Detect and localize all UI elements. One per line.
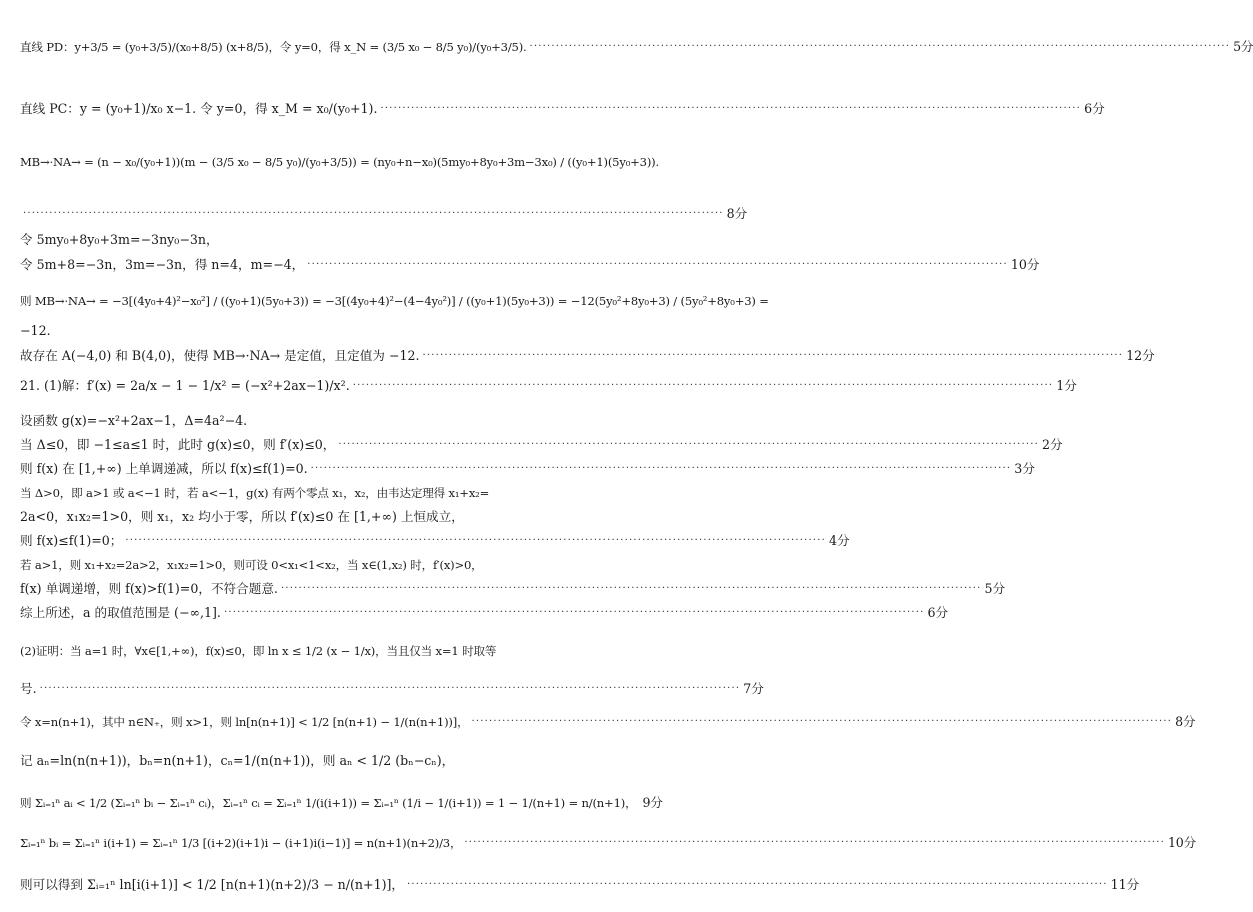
line-text: 当 Δ>0，即 a>1 或 a<−1 时，若 a<−1，g(x) 有两个零点 x₁，x₂，由韦达定理得 x₁+x₂= bbox=[20, 486, 490, 500]
score-label: 2分 bbox=[1041, 437, 1063, 452]
line-text: 故存在 A(−4,0) 和 B(4,0)，使得 MB→·NA→ 是定值，且定值为 −12. bbox=[20, 348, 420, 363]
leader-dots bbox=[407, 876, 1108, 894]
leader-dots bbox=[338, 436, 1039, 454]
score-label: 6分 bbox=[927, 605, 949, 620]
score-label: 3分 bbox=[1014, 461, 1035, 476]
score-label: 12分 bbox=[1126, 348, 1155, 363]
solution-line bbox=[20, 834, 1197, 852]
line-text: MB→·NA→ = (n − x₀/(y₀+1))(m − (3/5 x₀ − 8/5 y₀)/(y₀+3/5)) = (ny₀+n−x₀)(5my₀+8y₀+3m−3x₀) / ((y₀+1)(5y₀+3)). bbox=[20, 155, 659, 169]
line-text: 记 aₙ=ln(n(n+1))，bₙ=n(n+1)，cₙ=1/(n(n+1))，则 aₙ < 1/2 (bₙ−cₙ)， bbox=[20, 753, 455, 768]
score-label: 6分 bbox=[1084, 101, 1105, 116]
score-label: 8分 bbox=[726, 206, 748, 221]
score-label: 11分 bbox=[1110, 877, 1140, 892]
solution-line bbox=[20, 680, 764, 698]
line-text: 号. bbox=[20, 681, 37, 696]
line-text: 则可以得到 Σᵢ₌₁ⁿ ln[i(i+1)] < 1/2 [n(n+1)(n+2)/3 − n/(n+1)]， bbox=[20, 877, 405, 892]
solution-line bbox=[20, 205, 748, 223]
leader-dots bbox=[40, 680, 741, 698]
score-label: 9分 bbox=[642, 795, 663, 810]
solution-line bbox=[20, 642, 623, 660]
line-text: Σᵢ₌₁ⁿ bᵢ = Σᵢ₌₁ⁿ i(i+1) = Σᵢ₌₁ⁿ 1/3 [(i+2)(i+1)i − (i+1)i(i−1)] = n(n+1)(n+2)/3， bbox=[20, 836, 462, 850]
line-text: 设函数 g(x)=−x²+2ax−1，Δ=4a²−4. bbox=[20, 413, 248, 428]
solution-line bbox=[20, 231, 623, 249]
line-text: 则 f(x) 在 [1,+∞) 上单调递减，所以 f(x)≤f(1)=0. bbox=[20, 461, 308, 476]
leader-dots bbox=[353, 377, 1054, 395]
solution-line bbox=[20, 508, 623, 526]
leader-dots bbox=[307, 256, 1008, 274]
leader-dots bbox=[311, 460, 1012, 478]
leader-dots bbox=[125, 532, 826, 550]
line-text: 则 MB→·NA→ = −3[(4y₀+4)²−x₀²] / ((y₀+1)(5y₀+3)) = −3[(4y₀+4)²−(4−4y₀²)] / ((y₀+1)(5y₀+3)) = −12(5y₀²+8y₀+3) / (5y₀²+8y₀+3) = bbox=[20, 294, 769, 308]
line-text: (2)证明：当 a=1 时，∀x∈[1,+∞)，f(x)≤0，即 ln x ≤ 1/2 (x − 1/x)，当且仅当 x=1 时取等 bbox=[20, 644, 497, 658]
solution-line bbox=[20, 412, 623, 430]
line-text: 综上所述，a 的取值范围是 (−∞,1]. bbox=[20, 605, 221, 620]
solution-line bbox=[20, 604, 949, 622]
line-text: 21. (1)解：f′(x) = 2a/x − 1 − 1/x² = (−x²+2ax−1)/x². bbox=[20, 378, 350, 393]
leader-dots bbox=[471, 713, 1172, 731]
line-text: 令 5my₀+8y₀+3m=−3ny₀−3n， bbox=[20, 232, 219, 247]
line-text: 直线 PC：y = (y₀+1)/x₀ x−1. 令 y=0，得 x_M = x₀/(y₀+1). bbox=[20, 101, 378, 116]
line-text: −12. bbox=[20, 323, 51, 338]
solution-line bbox=[20, 532, 850, 550]
solution-line bbox=[20, 436, 1063, 454]
solution-line bbox=[20, 713, 1196, 731]
solution-line bbox=[20, 322, 623, 340]
solution-line bbox=[20, 752, 623, 770]
solution-line bbox=[20, 794, 663, 812]
score-label: 8分 bbox=[1175, 714, 1196, 729]
solution-line bbox=[20, 460, 1035, 478]
leader-dots bbox=[23, 205, 724, 223]
score-label: 7分 bbox=[743, 681, 764, 696]
line-text: 则 f(x)≤f(1)=0； bbox=[20, 533, 123, 548]
solution-line bbox=[20, 347, 1155, 365]
score-label: 10分 bbox=[1167, 835, 1197, 850]
score-label: 10分 bbox=[1010, 257, 1040, 272]
leader-dots bbox=[224, 604, 925, 622]
leader-dots bbox=[464, 834, 1165, 852]
leader-dots bbox=[380, 100, 1081, 118]
line-text: 若 a>1，则 x₁+x₂=2a>2，x₁x₂=1>0，则可设 0<x₁<1<x₂，当 x∈(1,x₂) 时，f′(x)>0， bbox=[20, 558, 483, 572]
solution-line bbox=[20, 876, 1140, 894]
line-text: 则 Σᵢ₌₁ⁿ aᵢ < 1/2 (Σᵢ₌₁ⁿ bᵢ − Σᵢ₌₁ⁿ cᵢ)，Σᵢ₌₁ⁿ cᵢ = Σᵢ₌₁ⁿ 1/(i(i+1)) = Σᵢ₌₁ⁿ (1/i − 1/(i+1)) = 1 − 1/(n+1) = n/(n+1)， bbox=[20, 796, 637, 810]
solution-line bbox=[20, 38, 1253, 56]
line-text: f(x) 单调递增，则 f(x)>f(1)=0，不符合题意. bbox=[20, 581, 278, 596]
leader-dots bbox=[423, 347, 1124, 365]
line-text: 令 x=n(n+1)，其中 n∈N₊，则 x>1，则 ln[n(n+1)] < 1/2 [n(n+1) − 1/(n(n+1))]， bbox=[20, 715, 469, 729]
solution-line bbox=[20, 292, 769, 310]
line-text: 2a<0，x₁x₂=1>0，则 x₁，x₂ 均小于零，所以 f′(x)≤0 在 [1,+∞) 上恒成立， bbox=[20, 509, 464, 524]
score-label: 5分 bbox=[1233, 39, 1253, 54]
solution-line bbox=[20, 484, 623, 502]
score-label: 4分 bbox=[829, 533, 850, 548]
solution-line bbox=[20, 377, 1077, 395]
solution-line bbox=[20, 256, 1040, 274]
leader-dots bbox=[530, 38, 1231, 56]
score-label: 1分 bbox=[1056, 378, 1077, 393]
solution-line bbox=[20, 580, 1006, 598]
line-text: 直线 PD：y+3/5 = (y₀+3/5)/(x₀+8/5) (x+8/5)，令 y=0，得 x_N = (3/5 x₀ − 8/5 y₀)/(y₀+3/5). bbox=[20, 40, 527, 54]
leader-dots bbox=[281, 580, 982, 598]
solution-line bbox=[20, 153, 659, 171]
line-text: 当 Δ≤0，即 −1≤a≤1 时，此时 g(x)≤0，则 f′(x)≤0， bbox=[20, 437, 336, 452]
line-text: 令 5m+8=−3n，3m=−3n，得 n=4，m=−4， bbox=[20, 257, 305, 272]
solution-line bbox=[20, 100, 1105, 118]
solution-line bbox=[20, 556, 623, 574]
score-label: 5分 bbox=[984, 581, 1006, 596]
